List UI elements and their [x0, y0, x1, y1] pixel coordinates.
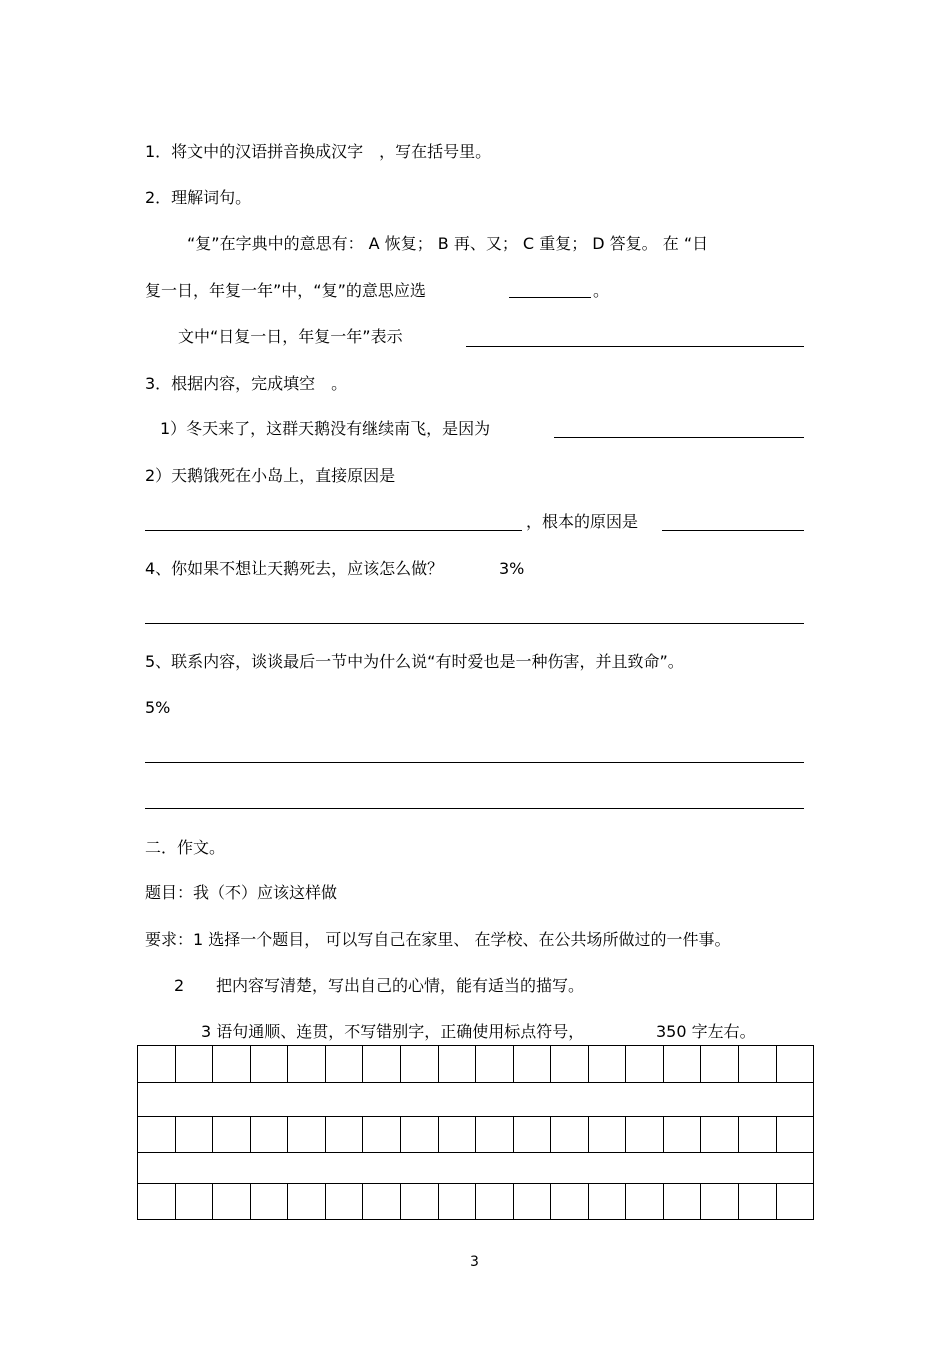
question-2-line2-end: 。 — [593, 281, 610, 300]
answer-line-5a[interactable] — [145, 762, 804, 763]
page-number: 3 — [470, 1254, 479, 1270]
question-3-title: 3．根据内容，完成填空 。 — [145, 374, 348, 393]
question-3-item2: 2）天鹅饿死在小岛上，直接原因是 — [145, 466, 396, 485]
composition-topic: 题目：我（不）应该这样做 — [145, 883, 338, 902]
answer-blank-3b[interactable] — [145, 530, 522, 531]
question-1: 1．将文中的汉语拼音换成汉字 ，写在括号里。 — [145, 142, 492, 161]
question-3-item2-mid: ，根本的原因是 — [526, 512, 639, 531]
question-4: 4、你如果不想让天鹅死去，应该怎么做？ — [145, 559, 444, 578]
question-4-score: 3% — [499, 559, 525, 578]
question-3-item1: 1）冬天来了，这群天鹅没有继续南飞，是因为 — [160, 419, 491, 438]
grid-cell-row[interactable] — [138, 1046, 813, 1082]
composition-requirement-2: 把内容写清楚，写出自己的心情，能有适当的描写。 — [216, 976, 585, 995]
answer-blank-2a[interactable] — [509, 297, 591, 298]
answer-blank-3a[interactable] — [554, 437, 804, 438]
answer-line-5b[interactable] — [145, 808, 804, 809]
answer-blank-3c[interactable] — [662, 530, 804, 531]
question-5-score: 5% — [145, 698, 171, 717]
composition-word-count: 350 字左右。 — [656, 1022, 756, 1041]
question-2-line3: 文中“日复一日，年复一年”表示 — [178, 327, 403, 346]
answer-blank-2b[interactable] — [466, 346, 804, 347]
grid-cell-row[interactable] — [138, 1116, 813, 1152]
composition-heading: 二．作文。 — [145, 838, 226, 857]
writing-grid[interactable] — [137, 1045, 814, 1220]
question-2-title: 2．理解词句。 — [145, 188, 252, 207]
composition-requirement-1: 要求：1 选择一个题目， 可以写自己在家里、 在学校、在公共场所做过的一件事。 — [145, 930, 731, 949]
composition-requirement-3: 3 语句通顺、连贯，不写错别字，正确使用标点符号， — [201, 1022, 585, 1041]
answer-line-4[interactable] — [145, 623, 804, 624]
question-2-line1: “复”在字典中的意思有： A 恢复； B 再、又； C 重复； D 答复。 在 “日 — [187, 234, 709, 253]
question-5: 5、联系内容，谈谈最后一节中为什么说“有时爱也是一种伤害，并且致命”。 — [145, 652, 684, 671]
grid-cell-row[interactable] — [138, 1183, 813, 1219]
question-2-line2: 复一日，年复一年”中，“复”的意思应选 — [145, 281, 426, 300]
composition-requirement-2-number: 2 — [174, 976, 185, 995]
